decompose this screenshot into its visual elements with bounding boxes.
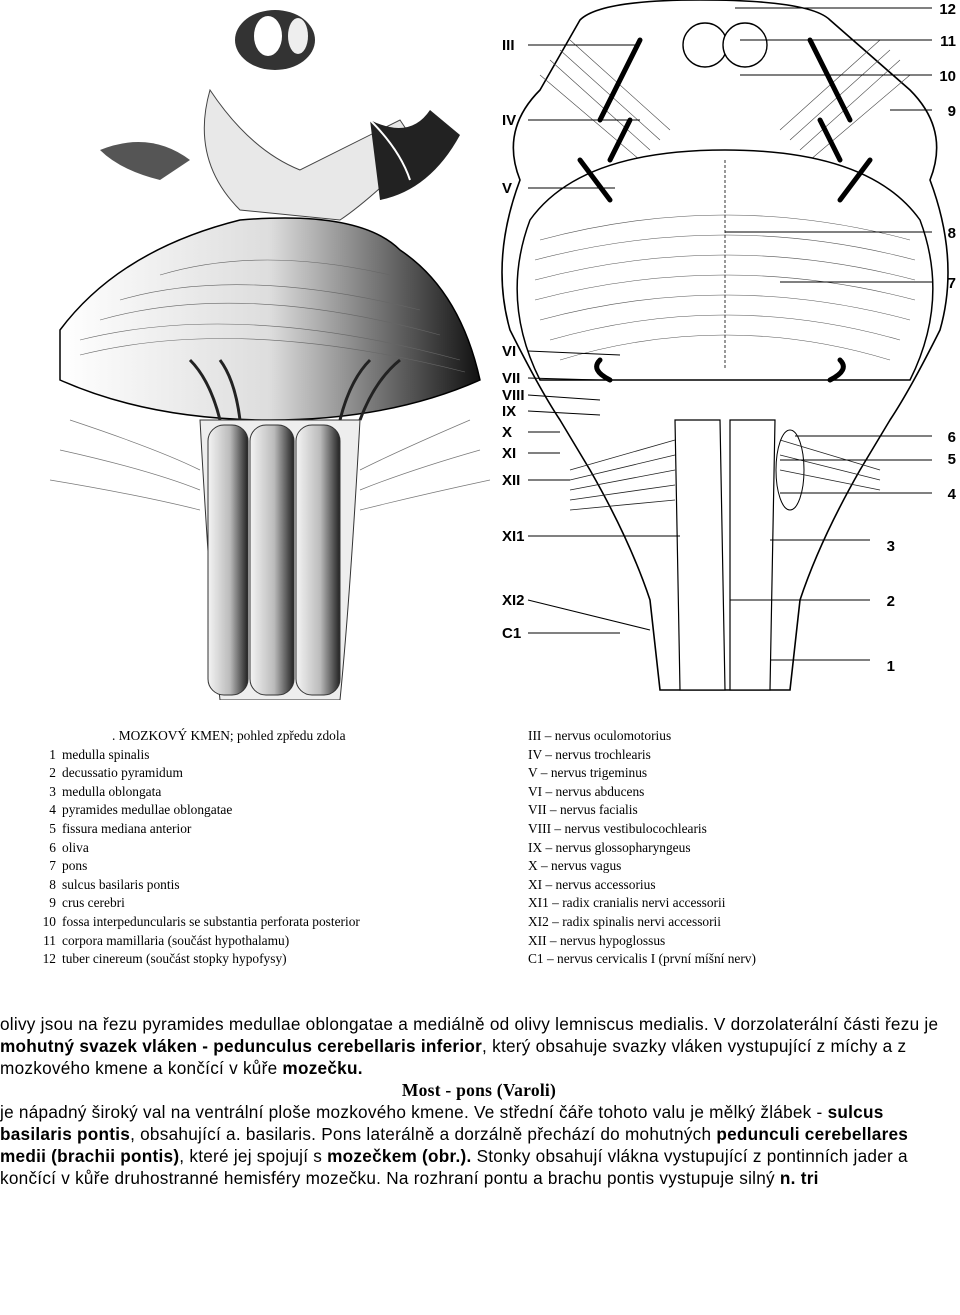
- legend-item: [40, 950, 490, 969]
- callout-label-left: III: [502, 37, 515, 54]
- callout-label-right: 9: [947, 103, 956, 120]
- text-run: , které jej spojují s: [179, 1146, 328, 1166]
- callout-label-right: 3: [886, 538, 895, 555]
- bold-term: n. tri: [779, 1168, 819, 1188]
- legend-number: 12: [42, 951, 56, 967]
- nerve-legend-item: VI – nervus abducens: [528, 783, 645, 799]
- nerve-legend-item: XI1 – radix cranialis nervi accessorii: [528, 895, 726, 911]
- nerve-legend-item: XI – nervus accessorius: [528, 876, 656, 892]
- callout-label-left: V: [502, 180, 513, 197]
- body-text: [0, 1013, 958, 1189]
- callout-label-right: 11: [940, 33, 956, 50]
- text-run: Stonky obsahují vlákna vystupující z pontinních jader a končící v kůře druhostranné hemisféry mozečku. Na rozhraní pontu a brachu pontis vystupuje silný: [0, 1146, 908, 1188]
- structure-legend: [40, 727, 490, 969]
- legend-text: pyramides medullae oblongatae: [62, 802, 233, 818]
- callout-label-left: XI: [502, 445, 517, 462]
- figure-caption: [0, 722, 960, 982]
- callout-label-right: 1: [886, 658, 895, 675]
- legend-item: [40, 857, 490, 876]
- legend-item: [40, 932, 490, 951]
- nerve-legend-item: X – nervus vagus: [528, 858, 622, 874]
- legend-text: fossa interpeduncularis se substantia perforata posterior: [62, 913, 360, 929]
- nerve-legend-item: XI2 – radix spinalis nervi accessorii: [528, 913, 721, 929]
- legend-item: [40, 746, 490, 765]
- legend-number: 10: [42, 913, 56, 929]
- text-run: , obsahující a. basilaris. Pons laterálně a dorzálně přechází do mohutných: [130, 1124, 717, 1144]
- legend-number: 8: [49, 876, 56, 892]
- legend-text: pons: [62, 858, 88, 874]
- legend-item: [40, 801, 490, 820]
- legend-item: [40, 764, 490, 783]
- nerve-legend-item: XII – nervus hypoglossus: [528, 932, 666, 948]
- legend-text: sulcus basilaris pontis: [62, 876, 180, 892]
- bold-term: sulcus basilaris pontis: [0, 1102, 884, 1144]
- callout-label-left: IV: [502, 112, 517, 129]
- callout-label-right: 8: [947, 225, 956, 242]
- text-run: , který obsahuje svazky vláken vystupující z míchy a z mozkového kmene a končící v kůře: [0, 1036, 907, 1078]
- callout-label-left: VIII: [502, 387, 525, 404]
- bold-term: mozečkem (obr.).: [327, 1146, 472, 1166]
- legend-text: medulla oblongata: [62, 783, 162, 799]
- callout-label-left: XI2: [502, 592, 525, 609]
- legend-text: oliva: [62, 839, 89, 855]
- bold-term: pedunculi cerebellares medii (brachii pontis): [0, 1124, 909, 1166]
- legend-text: decussatio pyramidum: [62, 765, 183, 781]
- legend-item: [40, 783, 490, 802]
- callout-label-right: 12: [939, 1, 956, 18]
- legend-text: crus cerebri: [62, 895, 125, 911]
- callout-label-right: 6: [947, 429, 956, 446]
- nerve-legend-item: VIII – nervus vestibulocochlearis: [528, 820, 707, 836]
- nerve-legend-item: IX – nervus glossopharyngeus: [528, 839, 691, 855]
- legend-item: [40, 913, 490, 932]
- callout-label-left: VI: [502, 343, 517, 360]
- legend-text: tuber cinereum (součást stopky hypofysy): [62, 951, 287, 967]
- legend-number: 2: [49, 765, 56, 781]
- nerve-legend-item: VII – nervus facialis: [528, 802, 638, 818]
- text-run: je nápadný široký val na ventrální ploše mozkového kmene. Ve střední čáře tohoto valu je mělký žlábek -: [0, 1102, 828, 1122]
- legend-text: corpora mamillaria (součást hypothalamu): [62, 932, 290, 948]
- callout-label-left: VII: [502, 370, 521, 387]
- text-run: olivy jsou na řezu pyramides medullae oblongatae a mediálně od olivy lemniscus medialis. V dorzolaterální části řezu je: [0, 1014, 939, 1034]
- section-heading: Most - pons (Varoli): [401, 1080, 557, 1100]
- callout-label-left: XI1: [502, 528, 525, 545]
- legend-number: 11: [43, 932, 56, 948]
- paragraph-pons: [0, 1101, 958, 1189]
- legend-number: 5: [49, 820, 56, 836]
- nerve-legend-item: V – nervus trigeminus: [528, 765, 648, 781]
- legend-text: medulla spinalis: [62, 746, 150, 762]
- nerve-legend-item: IV – nervus trochlearis: [528, 746, 651, 762]
- nerve-legend-item: III – nervus oculomotorius: [528, 728, 672, 743]
- nerve-legend: [528, 727, 948, 969]
- paragraph-medulla: [0, 1013, 952, 1079]
- callout-label-right: 2: [886, 593, 895, 610]
- legend-number: 1: [49, 746, 56, 762]
- nerve-legend-item: C1 – nervus cervicalis I (první míšní nerv): [528, 951, 756, 967]
- callout-label-left: XII: [502, 472, 521, 489]
- callout-label-right: 4: [947, 486, 956, 503]
- caption-title: . MOZKOVÝ KMEN; pohled zpředu zdola: [112, 728, 346, 743]
- legend-item: [40, 820, 490, 839]
- legend-number: 7: [49, 858, 56, 874]
- legend-number: 3: [49, 783, 56, 799]
- callout-label-left: IX: [502, 403, 517, 420]
- legend-item: [40, 839, 490, 858]
- legend-number: 4: [49, 802, 56, 818]
- callout-label-right: 5: [947, 451, 956, 468]
- legend-item: [40, 894, 490, 913]
- legend-number: 9: [49, 895, 56, 911]
- legend-number: 6: [49, 839, 56, 855]
- callout-label-left: C1: [502, 625, 522, 642]
- bold-term: mozečku.: [282, 1058, 363, 1078]
- callout-label-right: 10: [939, 68, 956, 85]
- callout-label-right: 7: [947, 275, 956, 292]
- bold-term: mohutný svazek vláken - pedunculus cerebellaris inferior: [0, 1036, 483, 1056]
- callout-label-left: X: [502, 424, 513, 441]
- legend-item: [40, 876, 490, 895]
- legend-text: fissura mediana anterior: [62, 820, 192, 836]
